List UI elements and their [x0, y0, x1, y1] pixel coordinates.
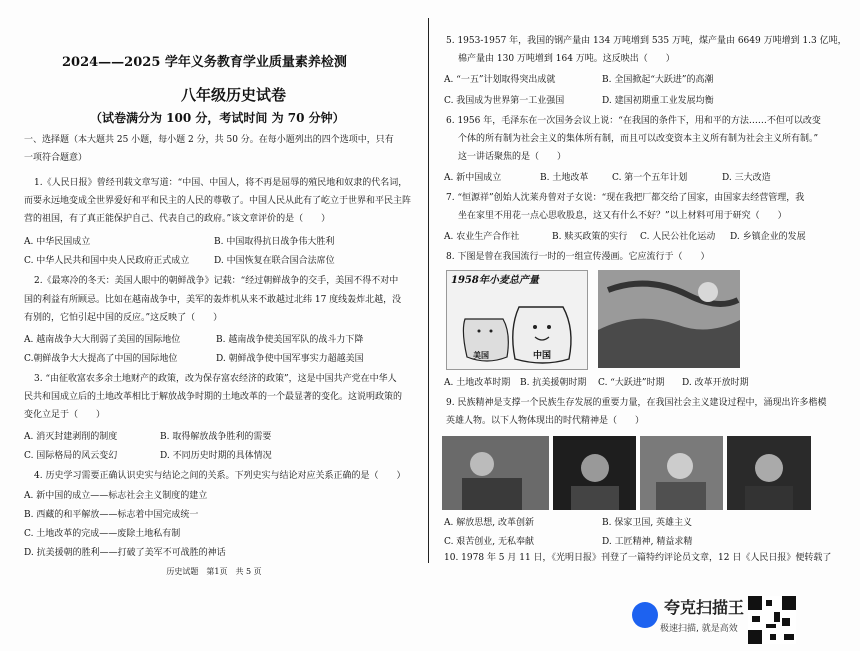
option-a: A. 农业生产合作社 — [444, 232, 520, 242]
column-divider — [428, 18, 429, 563]
question-text: 1.《人民日报》曾经刊载文章写道：“中国、中国人，将不再是屈辱的殖民地和奴隶的代名词， — [34, 178, 408, 188]
page-footer: 历史试题 第1页 共 5 页 — [166, 567, 262, 576]
option-b: B. 保家卫国, 英雄主义 — [602, 518, 693, 528]
question-text: 有别的，它怕引起中国的反应。”这反映了（ ） — [24, 313, 223, 323]
question-text: 2.《最寒冷的冬天：美国人眼中的朝鲜战争》记载：“经过朝鲜战争的交手，美国不得不对中 — [34, 276, 399, 286]
question-text: 3. “由征收富农多余土地财产的政策，改为保存富农经济的政策”，这是中国共产党在中华人 — [34, 374, 397, 384]
question-text: 9. 民族精神是支撑一个民族生存发展的重要力量，在我国社会主义建设过程中，涌现出许多楷模 — [446, 398, 827, 408]
question-text: 而要永远地变成全世界爱好和平和民主的人民的尊敬了。中国人民从此有了屹立于世界和平民主阵 — [24, 196, 412, 206]
question-text: 民共和国成立后的土地改革相比于解放战争时期的土地改革的一个最显著的变化。这说明政策的 — [24, 392, 403, 402]
option-c: C. 土地改革的完成——废除土地私有制 — [24, 529, 181, 539]
option-b: B. 赎买政策的实行 — [552, 232, 628, 242]
option-d: D. 建国初期重工业发展均衡 — [602, 96, 714, 106]
wheat-bags-illustration — [447, 271, 587, 369]
scanner-slogan: 极速扫描, 就是高效 — [660, 624, 738, 634]
option-c: C. 艰苦创业, 无私奉献 — [444, 537, 535, 547]
question-text: 4. 历史学习需要正确认识史实与结论之间的关系。下列史实与结论对应关系正确的是（ ） — [34, 471, 406, 481]
option-d: D. 中国恢复在联合国合法席位 — [214, 256, 335, 266]
option-b: B. 取得解放战争胜利的需要 — [160, 432, 272, 442]
option-a: A. 越南战争大大削弱了美国的国际地位 — [24, 335, 181, 345]
question-text: 坐在家里不用花一点心思收股息，这又有什么不好？”以上材料可用于研究（ ） — [458, 211, 787, 221]
question-10-text: 10. 1978 年 5 月 11 日，《光明日报》刊登了一篇特约评论员文章，12 日《人民日报》便转载了 — [444, 553, 832, 563]
option-a: A. 中华民国成立 — [24, 237, 91, 247]
question-text: 变化立足于（ ） — [24, 410, 106, 420]
cartoon-caption: 1958年小麦总产量 — [451, 275, 539, 286]
question-text: 营的祖国，有了真正能保护自己、代表自己的政府。”该文章评价的是（ ） — [24, 214, 331, 224]
option-a: A. 消灭封建剥削的制度 — [24, 432, 118, 442]
question-text: 7. “恒源祥”创始人沈莱舟曾对子女说：“现在我把厂都交给了国家，由国家去经营管理，我 — [446, 193, 805, 203]
great-leap-poster-image — [598, 270, 740, 368]
question-text: 6. 1956 年，毛泽东在一次国务会议上说：“在我国的条件下，用和平的方法……不但可以改变 — [446, 116, 821, 126]
portrait-photo-2 — [553, 436, 636, 510]
option-d: D. 改革开放时期 — [682, 378, 749, 388]
scanner-watermark — [632, 596, 800, 644]
option-c: C. 我国成为世界第一工业强国 — [444, 96, 565, 106]
question-text: 国的利益有所顾忌。比如在越南战争中，美军的轰炸机从来不敢越过北纬 17 度线轰炸北越，没 — [24, 295, 402, 305]
option-b: B. 土地改革 — [540, 173, 589, 183]
exam-title: 2024——2025 学年义务教育学业质量素养检测 — [62, 55, 347, 70]
propaganda-cartoon — [446, 270, 588, 370]
bag-label-right: 中国 — [533, 351, 552, 361]
poster-illustration — [598, 270, 740, 368]
question-text: 5. 1953-1957 年，我国的钢产量由 134 万吨增到 535 万吨，煤产量由 6649 万吨增到 1.3 亿吨， — [446, 36, 847, 46]
option-a: A. “一五”计划取得突出成就 — [444, 75, 556, 85]
question-text: 棉产量由 130 万吨增到 164 万吨。这反映出（ ） — [458, 54, 675, 64]
portrait-photo-4 — [727, 436, 811, 510]
question-text: 8. 下图是曾在我国流行一时的一组宣传漫画。它应流行于（ ） — [446, 252, 710, 262]
option-c: C.朝鲜战争大大提高了中国的国际地位 — [24, 354, 178, 364]
option-c: C. “大跃进”时期 — [598, 378, 665, 388]
portrait-photo-3 — [640, 436, 723, 510]
section-heading: 一、选择题（本大题共 25 小题，每小题 2 分，共 50 分。在每小题列出的四个选项中，只有 — [24, 135, 394, 145]
option-c: C. 人民公社化运动 — [640, 232, 716, 242]
portrait-photo-1 — [442, 436, 549, 510]
option-d: D. 三大改造 — [722, 173, 771, 183]
option-b: B. 中国取得抗日战争伟大胜利 — [214, 237, 335, 247]
bag-label-left: 美国 — [473, 350, 489, 360]
section-heading-cont: 一项符合题意） — [24, 153, 88, 163]
option-a: A. 解放思想, 改革创新 — [444, 518, 534, 528]
question-text: 英雄人物。以下人物体现出的时代精神是（ ） — [446, 416, 645, 426]
option-c: C. 第一个五年计划 — [612, 173, 688, 183]
option-d: D. 朝鲜战争使中国军事实力超越美国 — [216, 354, 364, 364]
quark-logo-icon — [632, 602, 658, 628]
option-d: D. 工匠精神, 精益求精 — [602, 537, 693, 547]
option-b: B. 全国掀起“大跃进”的高潮 — [602, 75, 714, 85]
option-a: A. 土地改革时期 — [444, 378, 511, 388]
option-d: D. 抗美援朝的胜利——打破了美军不可战胜的神话 — [24, 548, 226, 558]
qr-code-icon — [748, 596, 796, 644]
option-a: A. 新中国的成立——标志社会主义制度的建立 — [24, 491, 208, 501]
question-text: 这一讲话聚焦的是（ ） — [458, 152, 567, 162]
option-a: A. 新中国成立 — [444, 173, 502, 183]
option-d: D. 不同历史时期的具体情况 — [160, 451, 272, 461]
question-text: 个体的所有制为社会主义的集体所有制，而且可以改变资本主义所有制为社会主义所有制。” — [458, 134, 819, 144]
option-b: B. 抗美援朝时期 — [520, 378, 587, 388]
option-c: C. 中华人民共和国中央人民政府正式成立 — [24, 256, 190, 266]
option-d: D. 乡镇企业的发展 — [730, 232, 806, 242]
option-b: B. 越南战争使美国军队的战斗力下降 — [216, 335, 364, 345]
exam-info: （试卷满分为 100 分，考试时间 为 70 分钟） — [90, 111, 345, 125]
option-b: B. 西藏的和平解放——标志着中国完成统一 — [24, 510, 199, 520]
exam-subtitle: 八年级历史试卷 — [181, 86, 287, 104]
scanner-brand: 夸克扫描王 — [664, 598, 745, 617]
option-c: C. 国际格局的风云变幻 — [24, 451, 118, 461]
